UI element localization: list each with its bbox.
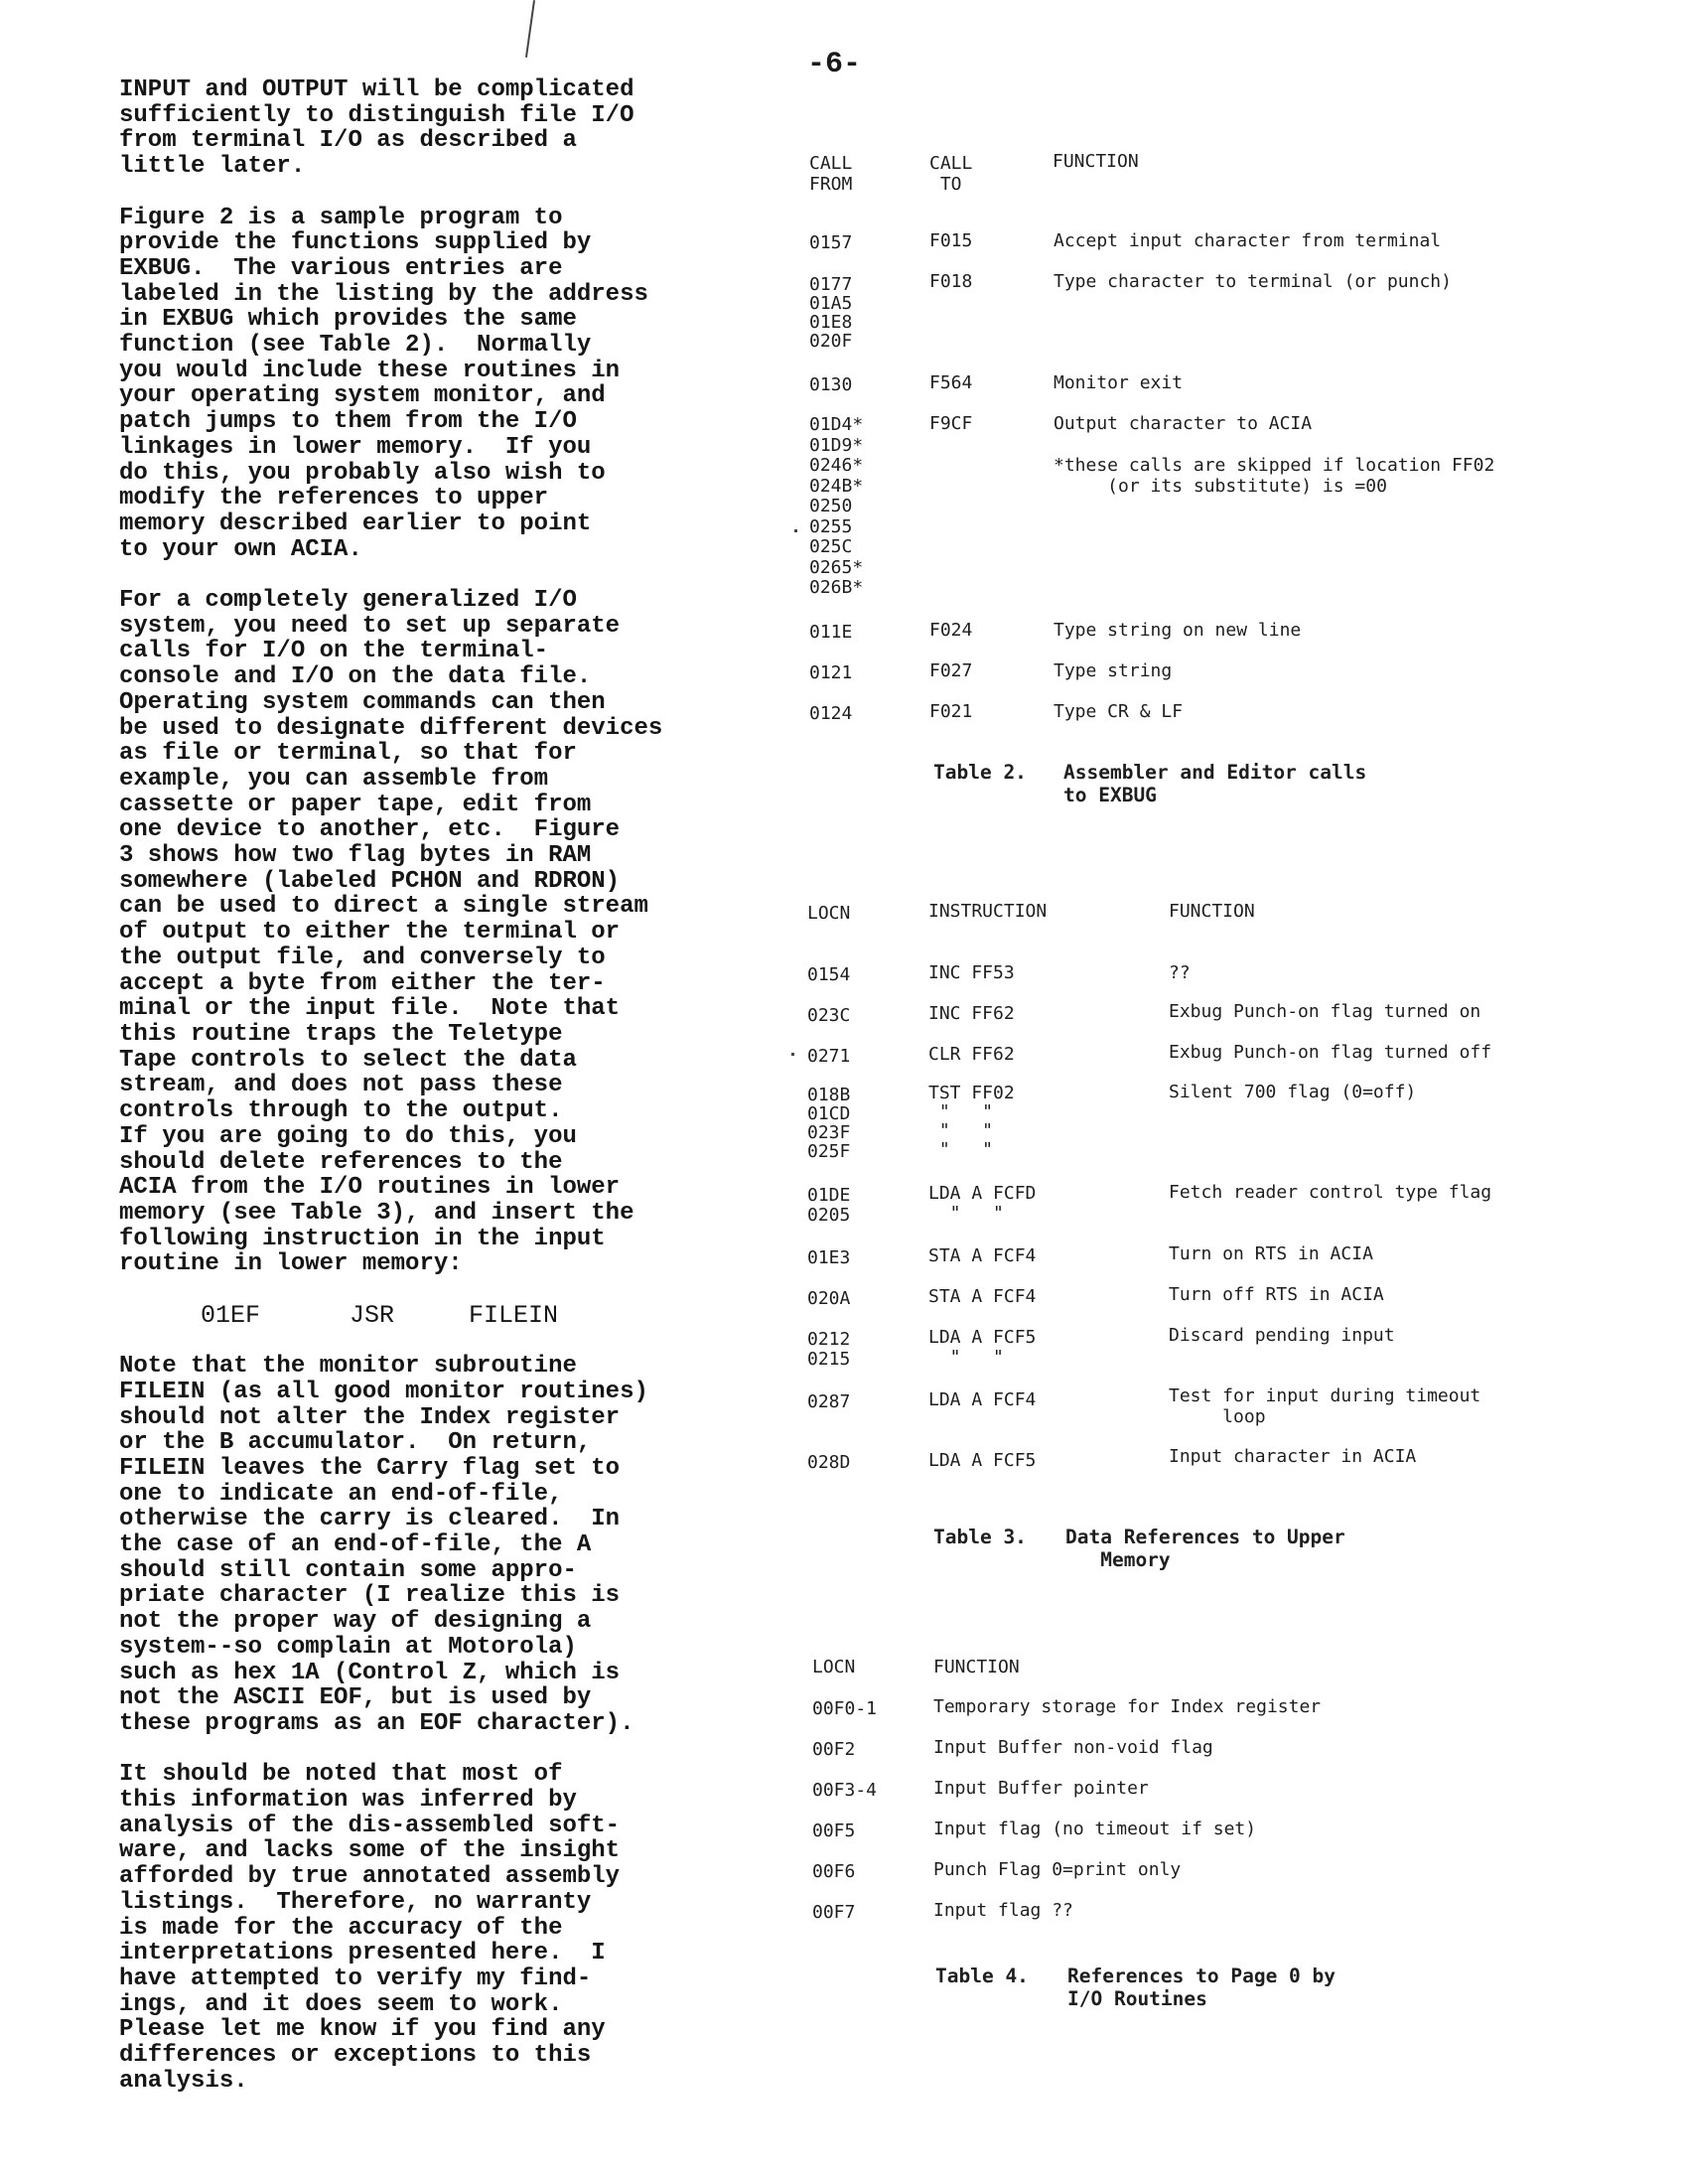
cell-function: Input flag (no timeout if set)	[933, 1819, 1257, 1839]
cell-instruction: LDA A FCF5 " "	[928, 1327, 1037, 1368]
cell-function: Exbug Punch-on flag turned on	[1169, 1001, 1481, 1022]
cell-locn: 020A	[807, 1288, 851, 1309]
header-locn: LOCN	[807, 903, 851, 924]
cell-function: Type CR & LF	[1054, 701, 1184, 722]
code-line: 01EF JSR FILEIN	[201, 1300, 559, 1330]
cell-locn: 00F2	[812, 1739, 856, 1760]
paragraph: Note that the monitor subroutine FILEIN (as all good monitor routines) should not alter the Index register or the B accumulator. On return, FILEIN leaves the Carry flag set to one to indicate an end-of-file, otherwise the carry is cleared. In the case of an end-of-file, the A should still contain some appro- priate character (I realize this is not the proper way of designing a system--so complain at Motorola) such as hex 1A (Control Z, which is not the ASCII EOF, but is used by these programs as an EOF character).	[119, 1353, 648, 1737]
cell-function: Input Buffer pointer	[933, 1778, 1149, 1799]
paragraph: It should be noted that most of this information was inferred by analysis of the dis-assembled soft- ware, and lacks some of the insight afforded by true annotated assembly listings. Therefore, no warranty is made for the accuracy of the interpretations presented here. I have attempted to verify my find- ings, and it does seem to work. Please let me know if you find any differences or exceptions to this analysis.	[119, 1761, 621, 2095]
cell-function: Punch Flag 0=print only	[933, 1859, 1182, 1880]
table2-caption-label: Table 2.	[933, 761, 1027, 784]
cell-function: Input Buffer non-void flag	[933, 1737, 1213, 1758]
cell-locn: 0271	[807, 1046, 851, 1067]
cell-function: Accept input character from terminal	[1054, 230, 1442, 251]
cell-function: Turn off RTS in ACIA	[1169, 1284, 1384, 1305]
cell-instruction: TST FF02 " " " " " "	[928, 1083, 1015, 1160]
cell-function: Type string	[1054, 660, 1173, 681]
table2-caption: Assembler and Editor calls to EXBUG	[1063, 761, 1367, 806]
cell-locn: 00F5	[812, 1820, 856, 1841]
cell-locn: 00F7	[812, 1902, 856, 1923]
left-column	[119, 77, 715, 2119]
cell-instruction: CLR FF62	[928, 1044, 1015, 1065]
paragraph: Figure 2 is a sample program to provide the functions supplied by EXBUG. The various entries are labeled in the listing by the address in EXBUG which provides the same function (see Table 2). Normally you would include these routines in your operating system monitor, and patch jumps to them from the I/O linkages in lower memory. If you do this, you probably also wish to modify the references to upper memory described earlier to point to your own ACIA.	[119, 204, 648, 563]
cell-from: 01D4* 01D9* 0246* 024B* 0250 0255 025C 0265* 026B*	[809, 414, 864, 598]
cell-function: Input flag ??	[933, 1900, 1073, 1921]
header-instruction: INSTRUCTION	[928, 901, 1048, 922]
table3-caption: Data References to Upper Memory	[1065, 1526, 1345, 1571]
page-number: -6-	[806, 48, 861, 81]
table4-caption: References to Page 0 by I/O Routines	[1067, 1965, 1336, 2010]
cell-function: Temporary storage for Index register	[933, 1696, 1322, 1717]
cell-locn: 0154	[807, 964, 851, 985]
cell-function: Type character to terminal (or punch)	[1054, 271, 1452, 292]
paragraph: INPUT and OUTPUT will be complicated sufficiently to distinguish file I/O from terminal I/O as described a little later.	[119, 76, 634, 181]
pen-stroke	[525, 0, 535, 58]
cell-from: 0177 01A5 01E8 020F	[809, 274, 853, 352]
paragraph: For a completely generalized I/O system, you need to set up separate calls for I/O on the terminal- console and I/O on the data file. Operating system commands can then be used to designate different devices as file or terminal, so that for example, you can assemble from cassette or paper tape, edit from one device to another, etc. Figure 3 shows how two flag bytes in RAM somewhere (labeled PCHON and RDRON) can be used to direct a single stream of output to either the terminal or the output file, and conversely to accept a byte from either the ter- minal or the input file. Note that this routine traps the Teletype Tape controls to select the data stream, and does not pass these controls through to the output. If you are going to do this, you should delete references to the ACIA from the I/O routines in lower memory (see Table 3), and insert the following instruction in the input routine in lower memory:	[119, 587, 663, 1278]
cell-locn: 028D	[807, 1452, 851, 1473]
cell-to: F027	[929, 660, 973, 681]
cell-function: Silent 700 flag (0=off)	[1169, 1082, 1417, 1102]
cell-function: Monitor exit	[1054, 372, 1184, 393]
cell-instruction: LDA A FCF4	[928, 1389, 1037, 1410]
cell-locn: 0212 0215	[807, 1329, 851, 1370]
table3-caption-label: Table 3.	[933, 1526, 1027, 1548]
cell-to: F564	[929, 372, 973, 393]
header-function: FUNCTION	[1169, 901, 1255, 922]
cell-from: 011E	[809, 622, 853, 643]
table2-footnote: *these calls are skipped if location FF02 (or its substitute) is =00	[1054, 455, 1495, 497]
cell-function: Turn on RTS in ACIA	[1169, 1243, 1373, 1264]
stray-dot	[791, 1053, 794, 1056]
header-call-from: CALL FROM	[809, 153, 853, 195]
cell-function: Fetch reader control type flag	[1169, 1182, 1492, 1203]
cell-instruction: STA A FCF4	[928, 1245, 1037, 1266]
cell-to: F024	[929, 620, 973, 641]
header-function: FUNCTION	[1053, 151, 1139, 172]
cell-function: Output character to ACIA	[1054, 413, 1313, 434]
cell-to: F9CF	[929, 413, 973, 434]
cell-from: 0124	[809, 703, 853, 724]
stray-dot	[794, 529, 797, 532]
cell-locn: 00F0-1	[812, 1698, 878, 1719]
cell-instruction: STA A FCF4	[928, 1286, 1037, 1307]
cell-instruction: LDA A FCFD " "	[928, 1183, 1037, 1224]
cell-function: Discard pending input	[1169, 1325, 1395, 1346]
cell-locn: 018B 01CD 023F 025F	[807, 1085, 851, 1162]
cell-locn: 01E3	[807, 1247, 851, 1268]
cell-from: 0121	[809, 662, 853, 683]
cell-locn: 00F6	[812, 1861, 856, 1882]
table4-caption-label: Table 4.	[935, 1965, 1029, 1987]
cell-from: 0157	[809, 232, 853, 253]
header-locn: LOCN	[812, 1657, 856, 1677]
header-call-to: CALL TO	[929, 153, 973, 195]
cell-to: F018	[929, 271, 973, 292]
cell-function: Input character in ACIA	[1169, 1446, 1417, 1467]
header-function: FUNCTION	[933, 1657, 1020, 1677]
cell-instruction: INC FF62	[928, 1003, 1015, 1024]
cell-instruction: INC FF53	[928, 962, 1015, 983]
cell-locn: 023C	[807, 1005, 851, 1026]
cell-from: 0130	[809, 374, 853, 395]
cell-locn: 01DE 0205	[807, 1185, 851, 1226]
cell-instruction: LDA A FCF5	[928, 1450, 1037, 1471]
cell-function: Type string on new line	[1054, 620, 1302, 641]
cell-to: F021	[929, 701, 973, 722]
cell-to: F015	[929, 230, 973, 251]
cell-function: Exbug Punch-on flag turned off	[1169, 1042, 1492, 1063]
cell-function: Test for input during timeout loop	[1169, 1385, 1481, 1427]
cell-locn: 0287	[807, 1391, 851, 1412]
cell-locn: 00F3-4	[812, 1780, 878, 1801]
cell-function: ??	[1169, 962, 1191, 983]
